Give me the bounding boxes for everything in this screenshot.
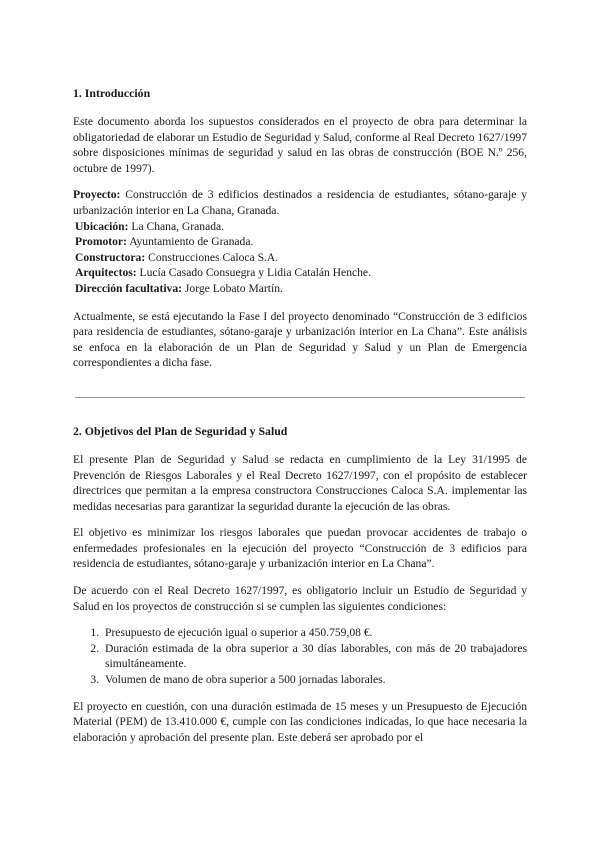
promoter-line (73, 234, 527, 250)
objectives-paragraph-3: De acuerdo con el Real Decreto 1627/1997, es obligatorio incluir un Estudio de Seguridad y Salud en los proyectos de construcción si se cumplen las siguientes condiciones: (73, 584, 527, 613)
promoter-label: Promotor: (75, 235, 127, 249)
objectives-paragraph-1: El presente Plan de Seguridad y Salud se redacta en cumplimiento de la Ley 31/1995 de Prevención de Riesgos Laborales y el Real Decreto 1627/1997, con el propósito de establecer directrices que permitan a la empresa constructora Construcciones Caloca S.A. implementar las medidas necesarias para garantizar la seguridad durante la ejecución de las obras. (73, 452, 527, 513)
list-item: 1. Presupuesto de ejecución igual o superior a 450.759,08 €. (102, 625, 527, 641)
direction-value: Jorge Lobato Martín. (182, 281, 283, 295)
architects-label: Arquitectos: (75, 266, 137, 280)
project-value: Construcción de 3 edificios destinados a residencia de estudiantes, sótano-garaje y urbanización interior en La Chana, Granada. (73, 188, 527, 217)
location-value: La Chana, Granada. (128, 219, 225, 233)
builder-value: Construcciones Caloca S.A. (145, 250, 279, 264)
intro-paragraph: Este documento aborda los supuestos considerados en el proyecto de obra para determinar la obligatoriedad de elaborar un Estudio de Seguridad y Salud, conforme al Real Decreto 1627/1997 sobre disposiciones mínimas de seguridad y salud en las obras de construcción (BOE N.º 256, octubre de 1997). (73, 115, 527, 175)
direction-line (73, 281, 527, 297)
location-label: Ubicación: (75, 219, 129, 233)
builder-line (73, 250, 527, 266)
architects-line (73, 265, 527, 281)
document-page (73, 86, 527, 745)
objectives-paragraph-2: El objetivo es minimizar los riesgos laborales que puedan provocar accidentes de trabajo o enfermedades profesionales en la ejecución del proyecto “Construcción de 3 edificios para residencia de estudiantes, sótano-garaje y urbanización interior en La Chana”. (73, 526, 527, 571)
project-info-block (73, 187, 527, 296)
project-line (73, 187, 527, 218)
location-line (73, 219, 527, 235)
section-heading: 2. Objetivos del Plan de Seguridad y Salud (73, 423, 288, 438)
list-item: 3. Volumen de mano de obra superior a 500 jornadas laborales. (102, 672, 527, 688)
section-heading: 1. Introducción (73, 86, 151, 100)
promoter-value: Ayuntamiento de Granada. (126, 235, 254, 249)
section-objetivos (73, 424, 527, 746)
section-divider (75, 397, 525, 398)
builder-label: Constructora: (75, 250, 146, 264)
objectives-paragraph-4: El proyecto en cuestión, con una duración estimada de 15 meses y un Presupuesto de Ejecución Material (PEM) de 13.410.000 €, cumple con las condiciones indicadas, lo que hace necesaria la elaboración y aprobación del presente plan. Este deberá ser aprobado por el (73, 699, 527, 744)
phase-paragraph: Actualmente, se está ejecutando la Fase I del proyecto denominado “Construcción de 3 edificios para residencia de estudiantes, sótano-garaje y urbanización interior en La Chana”. Este análisis se enfoca en la elaboración de un Plan de Seguridad y Salud y un Plan de Emergencia correspondientes a dicha fase. (73, 309, 527, 370)
direction-label: Dirección facultativa: (75, 281, 182, 295)
project-label: Proyecto: (73, 188, 121, 202)
conditions-list (73, 625, 527, 687)
list-item: 2. Duración estimada de la obra superior a 30 días laborables, con más de 20 trabajadores simultáneamente. (102, 641, 527, 672)
section-introduccion (73, 86, 527, 371)
architects-value: Lucía Casado Consuegra y Lidia Catalán Henche. (136, 266, 371, 280)
